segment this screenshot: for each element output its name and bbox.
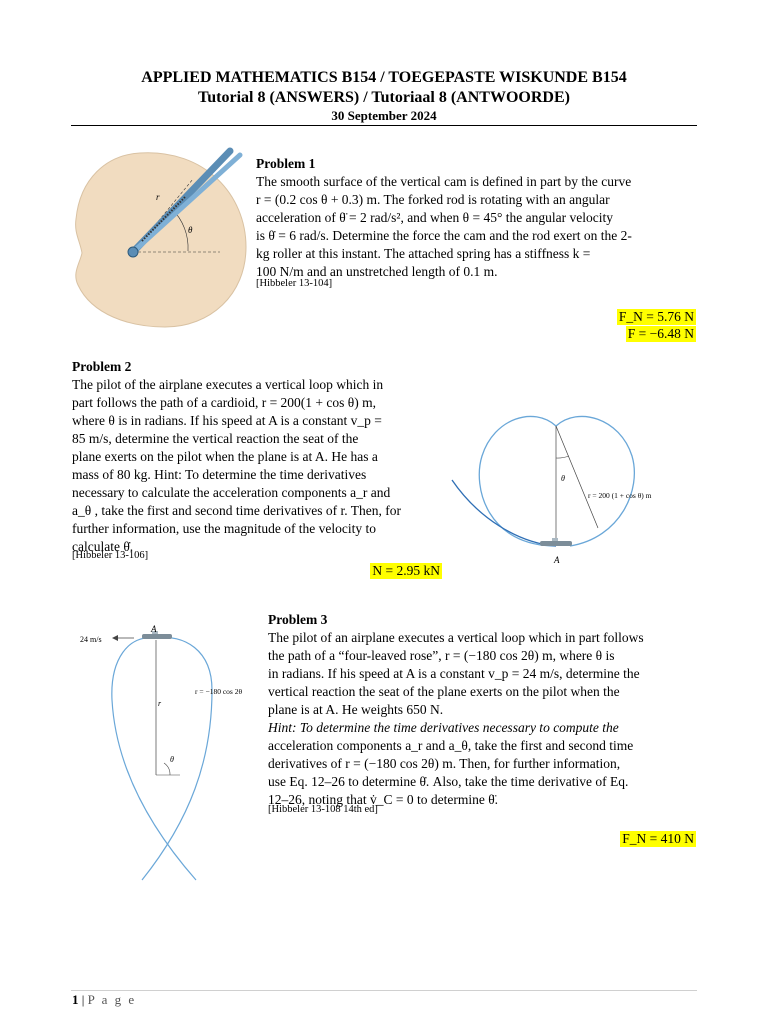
cardioid-curve bbox=[479, 416, 634, 546]
theta-arc bbox=[164, 763, 170, 775]
problem2-line: a_θ , take the first and second time derivatives of r. Then, for bbox=[72, 503, 401, 518]
problem1-title: Problem 1 bbox=[256, 156, 316, 171]
problem1-line: The smooth surface of the vertical cam is defined in part by the curve bbox=[256, 174, 632, 189]
page-number: 1 bbox=[72, 992, 79, 1007]
problem2-answer: N = 2.95 kN bbox=[372, 563, 440, 578]
page-word: P a g e bbox=[87, 992, 137, 1007]
problem3-line: 12–26, noting that v̇_C = 0 to determine θ̈. bbox=[268, 792, 499, 807]
footer-separator: | bbox=[81, 992, 85, 1007]
problem2-line: where θ is in radians. If his speed at A is a constant v_p = bbox=[72, 413, 382, 428]
problem3-title: Problem 3 bbox=[268, 612, 328, 627]
problem1-text bbox=[256, 173, 696, 281]
problem3-line: acceleration components a_r and a_θ, take the first and second time bbox=[268, 738, 634, 753]
rose-curve-right bbox=[142, 637, 212, 880]
label-curve: r = 200 (1 + cos θ) m bbox=[588, 491, 652, 500]
problem1-reference: [Hibbeler 13-104] bbox=[256, 278, 333, 289]
problem1-line: 100 N/m and an unstretched length of 0.1 m. bbox=[256, 264, 498, 279]
problem3-line: in radians. If his speed at A is a constant v_p = 24 m/s, determine the bbox=[268, 666, 640, 681]
problem3-line: the path of a “four-leaved rose”, r = (−180 cos 2θ) m, where θ is bbox=[268, 648, 615, 663]
problem2-line: mass of 80 kg. Hint: To determine the time derivatives bbox=[72, 467, 367, 482]
footer-rule bbox=[71, 990, 697, 991]
velocity-arrowhead bbox=[112, 635, 118, 641]
problem3-line: use Eq. 12–26 to determine θ̇. Also, take the time derivative of Eq. bbox=[268, 774, 629, 789]
label-point-a: A bbox=[554, 555, 560, 565]
problem2-title: Problem 2 bbox=[72, 359, 132, 374]
problem2-line: plane exerts on the pilot when the plane is at A. He has a bbox=[72, 449, 378, 464]
cam-figure bbox=[70, 145, 250, 330]
rose-curve-left bbox=[112, 638, 196, 880]
problem2-line: part follows the path of a cardioid, r = 200(1 + cos θ) m, bbox=[72, 395, 376, 410]
problem3-reference: [Hibbeler 13-108 14th ed] bbox=[268, 804, 378, 815]
cardioid-figure bbox=[448, 398, 698, 570]
rose-figure bbox=[72, 620, 262, 900]
problem2-reference: [Hibbeler 13-106] bbox=[72, 550, 149, 561]
problem3-line: The pilot of an airplane executes a vertical loop which in part follows bbox=[268, 630, 644, 645]
problem2-line: necessary to calculate the acceleration components a_r and bbox=[72, 485, 391, 500]
problem3-text bbox=[268, 629, 696, 809]
problem1-answer-normal: F_N = 5.76 N bbox=[618, 309, 694, 324]
document-title: APPLIED MATHEMATICS B154 / TOEGEPASTE WISKUNDE B154 bbox=[141, 69, 627, 86]
label-r: r bbox=[156, 192, 160, 202]
problem3-line: derivatives of r = (−180 cos 2θ) m. Then, for further information, bbox=[268, 756, 621, 771]
problem1-line: acceleration of θ̈ = 2 rad/s², and when θ = 45° the angular velocity bbox=[256, 210, 613, 225]
problem1-line: r = (0.2 cos θ + 0.3) m. The forked rod is rotating with an angular bbox=[256, 192, 610, 207]
problem3-answer: F_N = 410 N bbox=[622, 831, 694, 846]
problem2-line: The pilot of the airplane executes a vertical loop which in bbox=[72, 377, 384, 392]
problem3-line: plane is at A. He weights 650 N. bbox=[268, 702, 444, 717]
label-speed: 24 m/s bbox=[80, 635, 102, 644]
problem3-line: vertical reaction the seat of the plane exerts on the pilot when the bbox=[268, 684, 620, 699]
label-theta: θ bbox=[170, 755, 174, 764]
airplane bbox=[142, 631, 172, 639]
document-date: 30 September 2024 bbox=[331, 108, 437, 123]
problem2-line: further information, use the magnitude of the velocity to bbox=[72, 521, 377, 536]
approach-path bbox=[452, 480, 556, 546]
problem1-line: kg roller at this instant. The attached spring has a stiffness k = bbox=[256, 246, 591, 261]
pivot bbox=[128, 247, 138, 257]
document-subtitle: Tutorial 8 (ANSWERS) / Tutoriaal 8 (ANTWOORDE) bbox=[198, 89, 570, 106]
label-point-a: A bbox=[151, 624, 157, 634]
page-footer bbox=[72, 992, 136, 1008]
problem3-line: Hint: To determine the time derivatives necessary to compute the bbox=[268, 720, 619, 735]
label-r: r bbox=[158, 699, 162, 708]
problem2-line: calculate θ̇. bbox=[72, 539, 134, 554]
airplane bbox=[540, 538, 572, 546]
problem1-answer-force: F = −6.48 N bbox=[627, 326, 694, 341]
problem2-text bbox=[72, 376, 442, 556]
label-theta: θ bbox=[561, 474, 565, 483]
label-curve: r = −180 cos 2θ bbox=[195, 687, 243, 696]
theta-arc bbox=[556, 456, 569, 458]
problem2-line: 85 m/s, determine the vertical reaction the seat of the bbox=[72, 431, 359, 446]
problem1-line: is θ̇ = 6 rad/s. Determine the force the cam and the rod exert on the 2- bbox=[256, 228, 632, 243]
cam-body bbox=[76, 153, 246, 327]
header-rule bbox=[71, 125, 697, 126]
label-theta: θ bbox=[188, 225, 193, 235]
